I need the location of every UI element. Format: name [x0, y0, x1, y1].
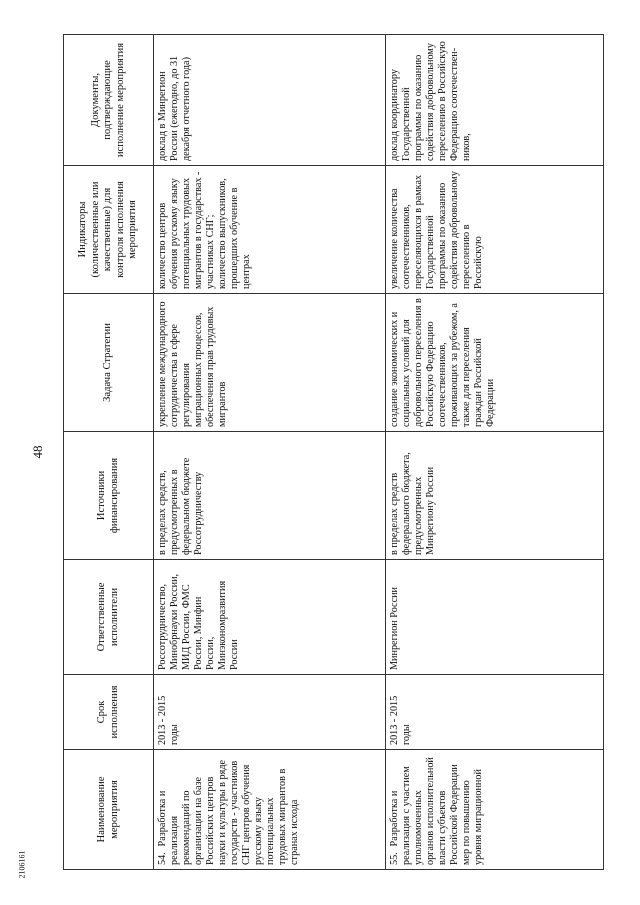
row-name-cell: [154, 750, 386, 870]
row-funding: в пределах средств, предусмотренных в федеральном бюджете Россотрудничеству: [154, 432, 386, 560]
table-landscape: [63, 35, 603, 870]
header-funding: Источники финансирования: [64, 432, 154, 560]
measures-table: [63, 34, 604, 870]
row-indicators: увеличение количества соотечественников, переселяющихся в рамках Государственной программы по оказанию содействия добровольному переселению в Российскую: [386, 166, 604, 294]
table-header-row: [64, 35, 154, 870]
header-indicators: Индикаторы (количественные или качественные) для контроля исполнения мероприятия: [64, 166, 154, 294]
row-responsible: Россотрудничество, Минобрнауки России, МИД России, ФМС России, Минфин России, Минэкономразвития России: [154, 560, 386, 675]
row-number: 55.: [389, 852, 400, 865]
header-term: Срок исполнения: [64, 675, 154, 750]
header-documents: Документы, подтверждающие исполнение мероприятия: [64, 35, 154, 166]
document-code: 2106161: [17, 850, 27, 879]
header-responsible: Ответственные исполнители: [64, 560, 154, 675]
row-task: укрепление международного сотрудничества в сфере регулирования миграционных процессов, обеспечения прав трудовых мигрантов: [154, 294, 386, 432]
table-rotation-wrapper: [63, 35, 603, 870]
table-row: [154, 35, 386, 870]
row-documents: доклад в Минрегион России (ежегодно, до 31 декабря отчетного года): [154, 35, 386, 166]
row-responsible: Минрегион России: [386, 560, 604, 675]
table-row: [386, 35, 604, 870]
row-name: Разработка и реализация рекомендаций по организации на базе Российских центров науки и культуры в ряде государств - участников СНГ центров обучения русскому языку потенциальных трудовых мигрантов в странах исхода: [157, 759, 301, 865]
row-name-cell: [386, 750, 604, 870]
row-number: 54.: [157, 852, 168, 865]
page-number: 48: [30, 445, 45, 459]
row-name: Разработка и реализация с участием уполномоченных органов исполнительной власти субъектов Российской Федерации мер по повышению уровня миграционной: [389, 757, 485, 865]
header-name: Наименование мероприятия: [64, 750, 154, 870]
row-funding: в пределах средств федерального бюджета, предусмотренных Минрегиону России: [386, 432, 604, 560]
row-term: 2013 - 2015 годы: [386, 675, 604, 750]
header-task: Задача Стратегии: [64, 294, 154, 432]
row-task: создание экономических и социальных условий для добровольного переселения в Российскую Федерацию соотечественников, проживающих за рубежом, а также для переселения граждан Российской Федерации: [386, 294, 604, 432]
row-indicators: количество центров обучения русскому языку потенциальных трудовых мигрантов в государствах - участниках СНГ; количество выпускников, прошедших обучение в центрах: [154, 166, 386, 294]
row-documents: доклад координатору Государственной программы по оказанию содействия добровольному переселению в Российскую Федерацию соотечествен- ников,: [386, 35, 604, 166]
row-term: 2013 - 2015 годы: [154, 675, 386, 750]
